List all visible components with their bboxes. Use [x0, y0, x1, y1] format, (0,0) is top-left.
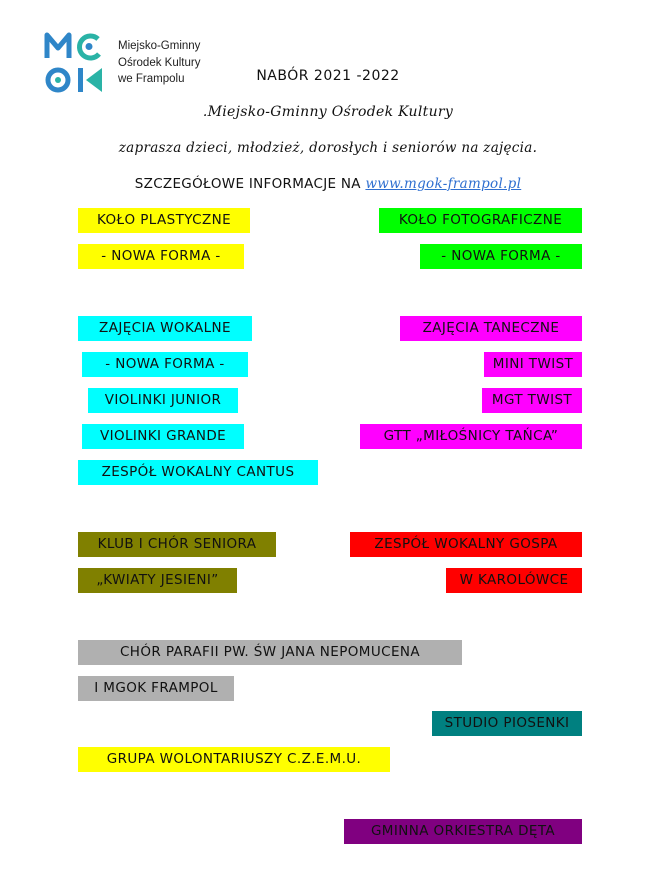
page-title: NABÓR 2021 -2022: [256, 68, 400, 84]
org-name-line3: we Frampolu: [118, 73, 185, 85]
tag-i-mgok: I MGOK FRAMPOL: [78, 676, 234, 701]
tag-violinki-junior: VIOLINKI JUNIOR: [88, 388, 238, 413]
tag-gtt: GTT „MIŁOŚNICY TAŃCA”: [360, 424, 582, 449]
mgok-logo: [44, 30, 106, 96]
tag-violinki-grande: VIOLINKI GRANDE: [82, 424, 244, 449]
tag-orkiestra: GMINNA ORKIESTRA DĘTA: [344, 819, 582, 844]
tag-klub-seniora: KLUB I CHÓR SENIORA: [78, 532, 276, 557]
tag-zajecia-wokalne-note: - NOWA FORMA -: [82, 352, 248, 377]
tag-mgt-twist: MGT TWIST: [482, 388, 582, 413]
tag-kwiaty-jesieni: „KWIATY JESIENI”: [78, 568, 237, 593]
tag-kolo-fotograficzne: KOŁO FOTOGRAFICZNE: [379, 208, 582, 233]
invitation-text: zaprasza dzieci, młodzież, dorosłych i seniorów na zajęcia.: [118, 140, 538, 156]
org-name-line1: Miejsko-Gminny: [118, 40, 201, 52]
tag-zajecia-taneczne: ZAJĘCIA TANECZNE: [400, 316, 582, 341]
tag-chor-parafii: CHÓR PARAFII PW. ŚW JANA NEPOMUCENA: [78, 640, 462, 665]
org-name-line2: Ośrodek Kultury: [118, 56, 201, 69]
tag-zespol-cantus: ZESPÓŁ WOKALNY CANTUS: [78, 460, 318, 485]
tag-zajecia-wokalne: ZAJĘCIA WOKALNE: [78, 316, 252, 341]
info-line: [0, 176, 656, 192]
tag-wolontariusze: GRUPA WOLONTARIUSZY C.Z.E.M.U.: [78, 747, 390, 772]
tag-kolo-plastyczne: KOŁO PLASTYCZNE: [78, 208, 250, 233]
website-link[interactable]: www.mgok-frampol.pl: [365, 176, 522, 192]
tag-gospa: ZESPÓŁ WOKALNY GOSPA: [350, 532, 582, 557]
tag-w-karolowce: W KAROLÓWCE: [446, 568, 582, 593]
tag-kolo-fotograficzne-note: - NOWA FORMA -: [420, 244, 582, 269]
tag-studio-piosenki: STUDIO PIOSENKI: [432, 711, 582, 736]
info-prefix: SZCZEGÓŁOWE INFORMACJE NA: [134, 176, 361, 192]
tag-mini-twist: MINI TWIST: [484, 352, 582, 377]
tag-kolo-plastyczne-note: - NOWA FORMA -: [78, 244, 244, 269]
subtitle: .Miejsko-Gminny Ośrodek Kultury: [202, 104, 454, 120]
